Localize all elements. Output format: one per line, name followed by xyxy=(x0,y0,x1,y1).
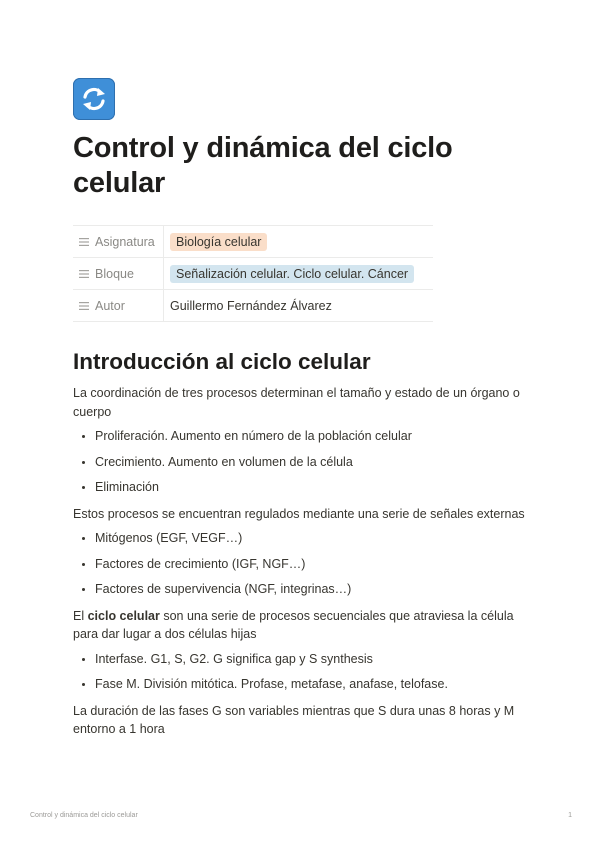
footer-title: Control y dinámica del ciclo celular xyxy=(30,812,138,819)
list-item: • Proliferación. Aumento en número de la población celular xyxy=(95,427,533,446)
section-heading: Introducción al ciclo celular xyxy=(73,349,371,374)
list-icon xyxy=(79,270,89,278)
paragraph: El ciclo celular son una serie de procesos secuenciales que atraviesa la célula para dar lugar a dos células hijas xyxy=(73,608,514,641)
author-value: Guillermo Fernández Álvarez xyxy=(170,298,332,313)
property-value xyxy=(164,258,434,290)
property-row-autor xyxy=(73,290,433,322)
list-item: • Interfase. G1, S, G2. G significa gap y S synthesis xyxy=(95,650,533,669)
page-number: 1 xyxy=(568,812,572,819)
properties-table xyxy=(73,225,433,322)
bold-term: ciclo celular xyxy=(87,608,160,623)
page-content xyxy=(73,78,533,745)
paragraph: La coordinación de tres procesos determinan el tamaño y estado de un órgano o cuerpo xyxy=(73,386,520,419)
bullet-list xyxy=(73,427,533,497)
list-item: • Fase M. División mitótica. Profase, metafase, anafase, telofase. xyxy=(95,675,533,694)
bullet-list xyxy=(73,529,533,599)
property-key: Asignatura xyxy=(73,226,164,258)
property-row-asignatura xyxy=(73,226,433,258)
paragraph: Estos procesos se encuentran regulados mediante una serie de señales externas xyxy=(73,506,525,521)
list-item: • Factores de supervivencia (NGF, integrinas…) xyxy=(95,580,533,599)
list-icon xyxy=(79,302,89,310)
list-item: • Eliminación xyxy=(95,478,533,497)
paragraph: La duración de las fases G son variables mientras que S dura unas 8 horas y M entorno a 1 hora xyxy=(73,703,515,736)
subject-tag[interactable]: Biología celular xyxy=(170,233,267,251)
list-item: • Mitógenos (EGF, VEGF…) xyxy=(95,529,533,548)
list-item: • Factores de crecimiento (IGF, NGF…) xyxy=(95,555,533,574)
arrows-cycle-icon xyxy=(73,78,115,120)
page-title: Control y dinámica del ciclo celular xyxy=(73,132,453,199)
property-row-bloque xyxy=(73,258,433,290)
property-value xyxy=(164,290,434,322)
list-icon xyxy=(79,238,89,246)
bullet-list xyxy=(73,650,533,694)
block-tag[interactable]: Señalización celular. Ciclo celular. Cáncer xyxy=(170,265,414,283)
property-key: Autor xyxy=(73,290,164,322)
list-item: • Crecimiento. Aumento en volumen de la célula xyxy=(95,453,533,472)
property-key: Bloque xyxy=(73,258,164,290)
property-value xyxy=(164,226,434,258)
